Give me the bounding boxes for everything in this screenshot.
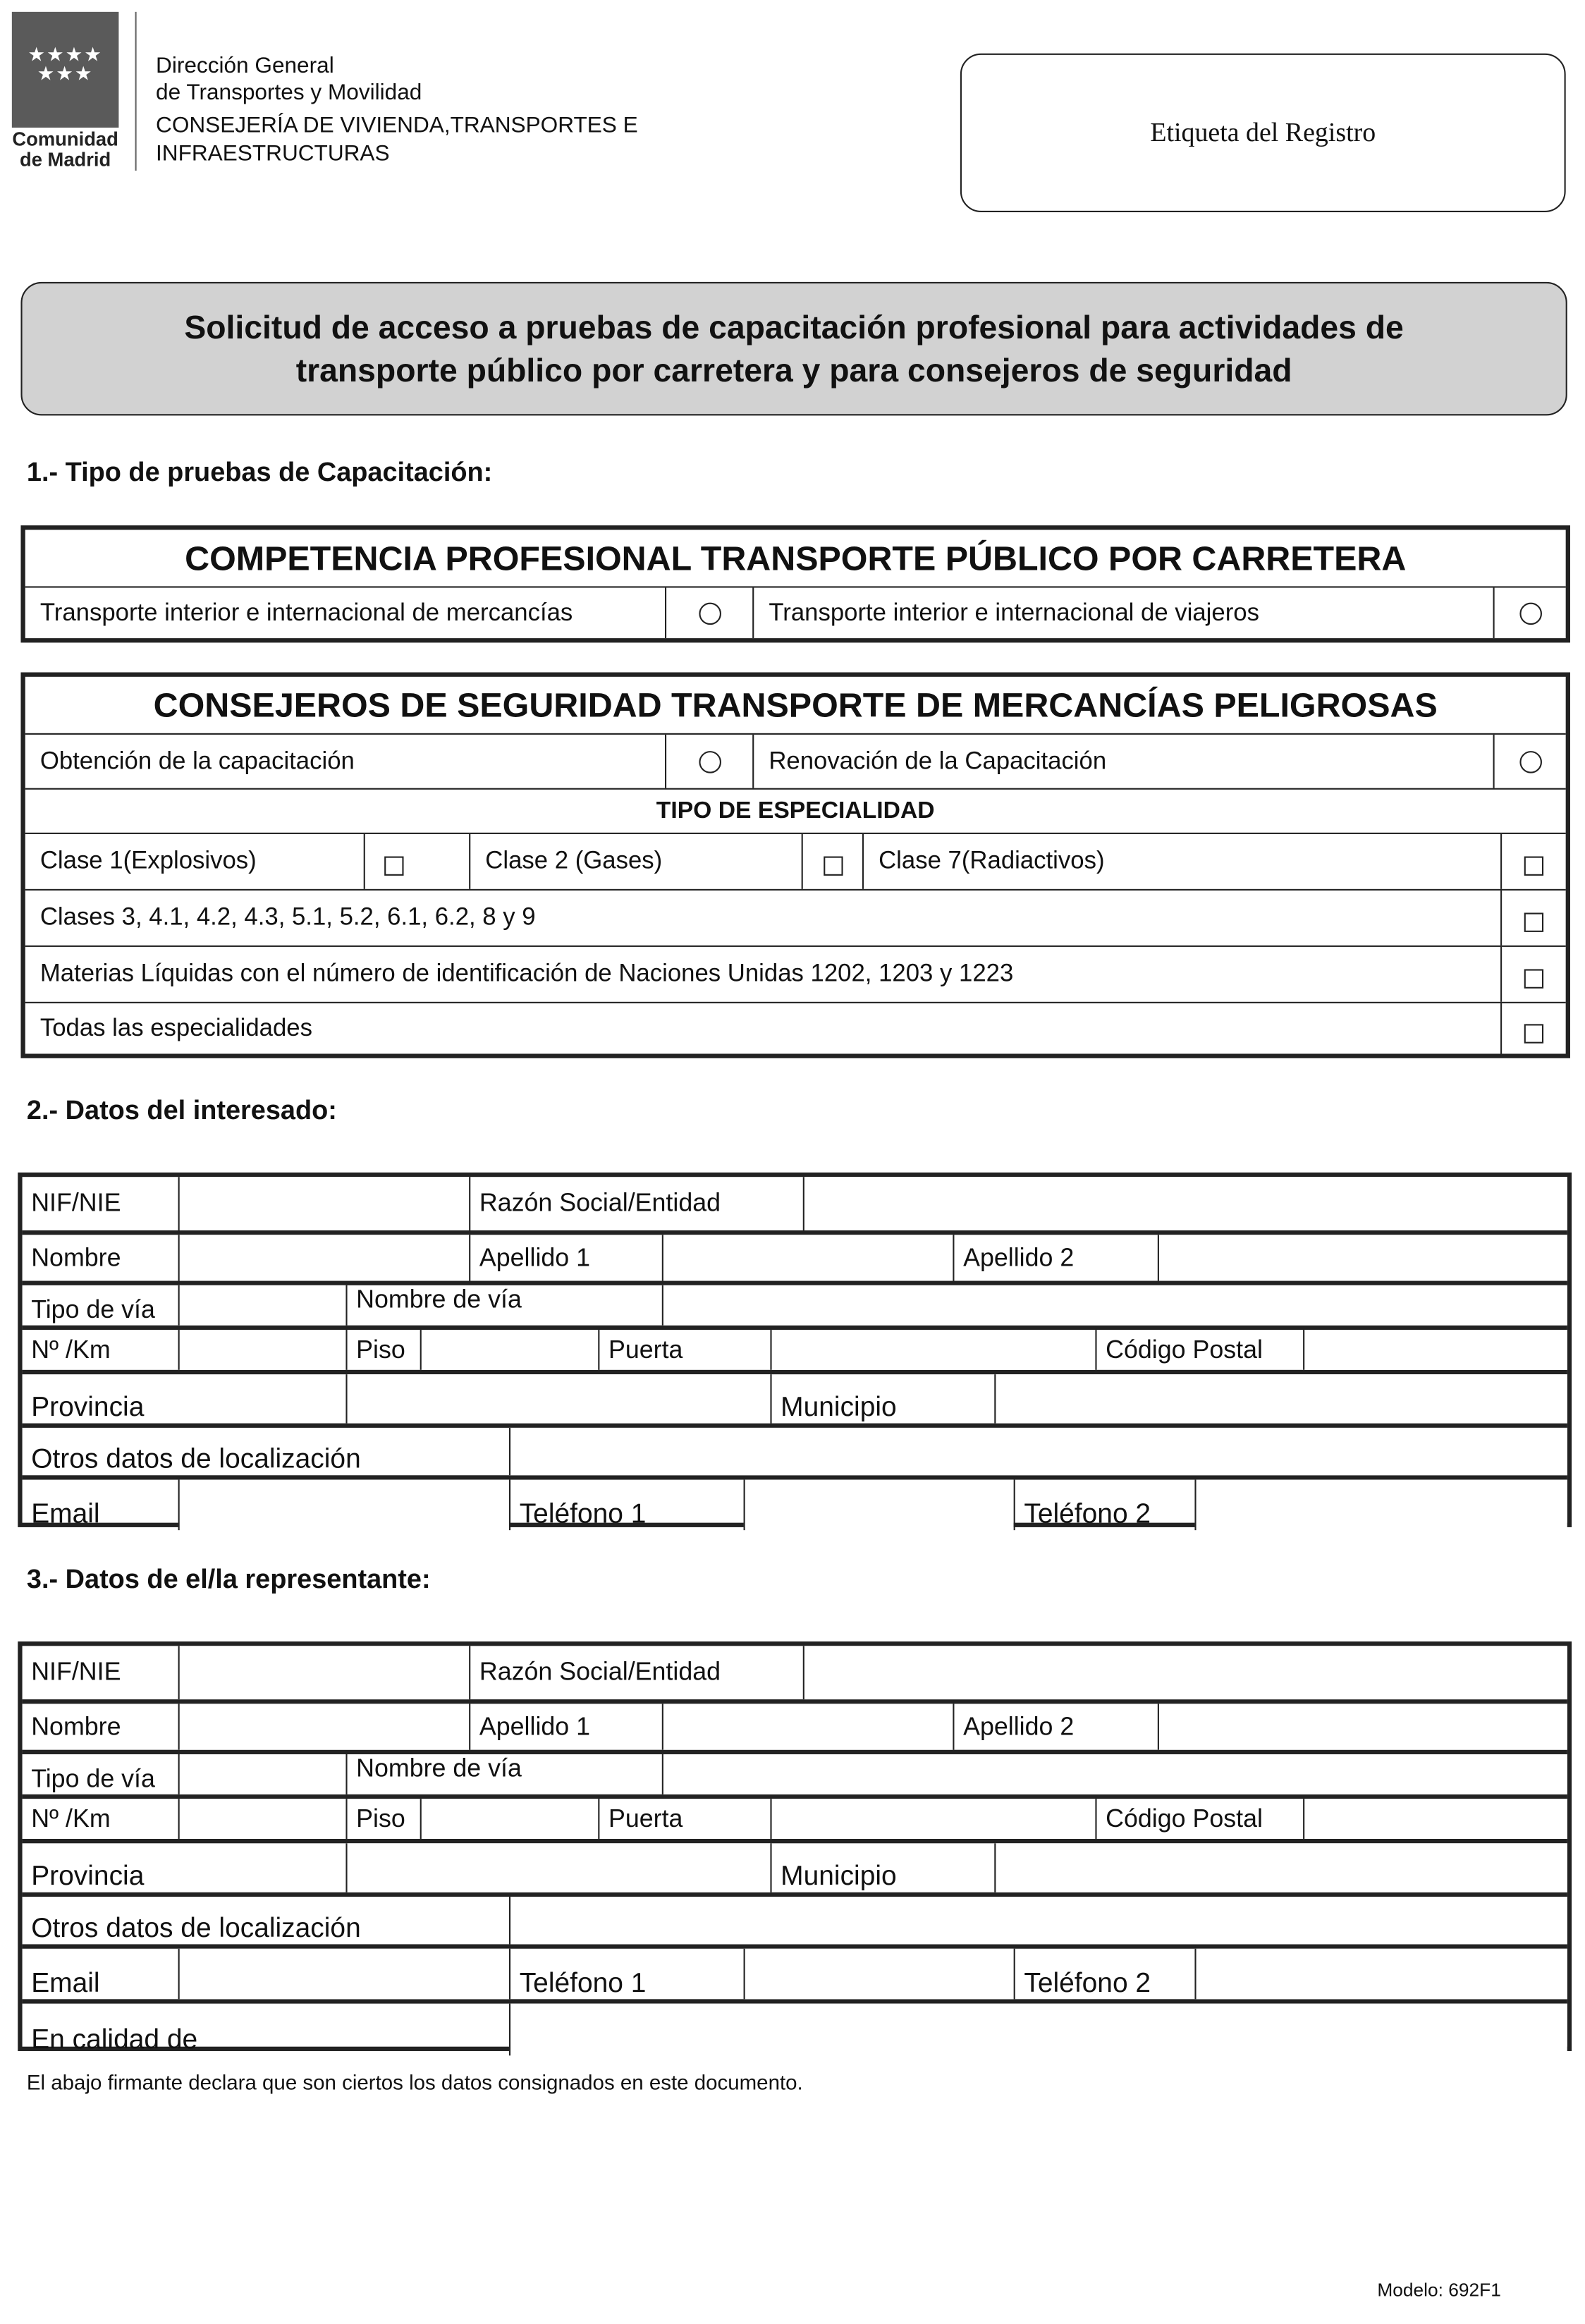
checkbox-icon[interactable] (384, 857, 403, 876)
field-label: Nombre de vía (345, 1285, 661, 1326)
apellido-1-input[interactable] (662, 1704, 953, 1749)
tel-fono-2-input[interactable] (1194, 1480, 1567, 1531)
field-label: Provincia (31, 1859, 145, 1891)
field-label: Municipio (770, 1843, 994, 1892)
radio-icon[interactable] (698, 750, 721, 773)
field-label: Puerta (598, 1799, 770, 1839)
field-label: Tipo de vía (31, 1295, 155, 1324)
header-line-4: INFRAESTRUCTURAS (156, 140, 390, 166)
option-mercancias-label: Transporte interior e internacional de mercancías (39, 599, 573, 626)
form-row (23, 1326, 1567, 1370)
form-row (23, 1750, 1567, 1794)
field-label: Otros datos de localización (31, 1912, 361, 1943)
form-row (23, 1177, 1567, 1230)
nif-nie-input[interactable] (178, 1646, 470, 1699)
field-label: Nombre de vía (345, 1754, 661, 1794)
option-obtencion-label: Obtención de la capacitación (39, 747, 355, 774)
piso-input[interactable] (420, 1330, 599, 1370)
field-label: Nombre (31, 1242, 121, 1271)
form-row (23, 1699, 1567, 1750)
checkbox-icon[interactable] (1524, 969, 1543, 988)
raz-n-social-entidad-input[interactable] (803, 1177, 1567, 1230)
clase1-label: Clase 1(Explosivos) (39, 847, 257, 874)
consejeros-header: CONSEJEROS DE SEGURIDAD TRANSPORTE DE MERCANCÍAS PELIGROSAS (153, 685, 1438, 724)
raz-n-social-entidad-input[interactable] (803, 1646, 1567, 1699)
field-label: Email (31, 1497, 100, 1529)
clases-varias-label: Clases 3, 4.1, 4.2, 4.3, 5.1, 5.2, 6.1, 6.2, 8 y 9 (39, 903, 536, 931)
field-label: Email (31, 1966, 100, 1998)
field-label: Código Postal (1095, 1799, 1303, 1839)
n-km-input[interactable] (178, 1799, 346, 1839)
municipio-input[interactable] (994, 1374, 1567, 1423)
c-digo-postal-input[interactable] (1303, 1799, 1567, 1839)
provincia-input[interactable] (345, 1843, 770, 1892)
registry-label-box (960, 54, 1566, 212)
field-label: Código Postal (1095, 1330, 1303, 1370)
field-label: Teléfono 2 (1014, 1949, 1195, 2000)
competencia-header: COMPETENCIA PROFESIONAL TRANSPORTE PÚBLICO POR CARRETERA (185, 538, 1407, 577)
clase2-label: Clase 2 (Gases) (469, 834, 801, 889)
nif-nie-input[interactable] (178, 1177, 470, 1230)
representante-table (18, 1641, 1572, 2055)
nombre-input[interactable] (178, 1704, 470, 1749)
otros-datos-de-localizaci-n-input[interactable] (509, 1428, 1567, 1475)
especialidad-header: TIPO DE ESPECIALIDAD (656, 797, 935, 824)
field-label: Piso (345, 1799, 420, 1839)
n-km-input[interactable] (178, 1330, 346, 1370)
materias-label: Materias Líquidas con el número de identificación de Naciones Unidas 1202, 1203 y 1223 (39, 960, 1014, 987)
field-label: NIF/NIE (31, 1658, 121, 1687)
checkbox-icon[interactable] (823, 857, 842, 876)
field-label: Teléfono 2 (1014, 1480, 1195, 1531)
field-label: En calidad de (31, 2022, 198, 2055)
radio-icon[interactable] (1519, 750, 1541, 773)
clase7-checkbox[interactable] (1500, 834, 1566, 889)
clase7-label: Clase 7(Radiactivos) (862, 834, 1500, 889)
form-row (23, 1892, 1567, 1945)
form-row (23, 1424, 1567, 1476)
option-mercancias-radio[interactable] (665, 588, 752, 639)
nombre-de-v-a-input[interactable] (662, 1285, 1567, 1326)
interesado-table (18, 1173, 1572, 1527)
provincia-input[interactable] (345, 1374, 770, 1423)
form-title-text: Solicitud de acceso a pruebas de capacitación profesional para actividades de transporte público por carretera y para consejeros de seguridad (184, 308, 1404, 389)
field-label: Teléfono 1 (509, 1949, 744, 2000)
form-row (23, 1370, 1567, 1424)
logo-text: Comunidad de Madrid (12, 128, 118, 171)
option-renovacion-radio[interactable] (1493, 735, 1566, 788)
puerta-input[interactable] (770, 1799, 1095, 1839)
radio-icon[interactable] (698, 602, 721, 625)
clase1-checkbox[interactable] (364, 834, 469, 889)
form-row (23, 1794, 1567, 1839)
header-line-1: Dirección General (156, 53, 334, 79)
option-viajeros-radio[interactable] (1493, 588, 1566, 639)
todas-checkbox[interactable] (1500, 1003, 1566, 1054)
field-label: Apellido 2 (953, 1704, 1157, 1749)
en-calidad-de-input[interactable] (509, 2004, 1567, 2056)
tel-fono-2-input[interactable] (1194, 1949, 1567, 2000)
checkbox-icon[interactable] (1524, 1023, 1543, 1042)
form-title (20, 282, 1567, 415)
field-label: Municipio (770, 1374, 994, 1423)
form-row (23, 1999, 1567, 2055)
field-label: Puerta (598, 1330, 770, 1370)
option-viajeros-label: Transporte interior e internacional de viajeros (752, 588, 1493, 639)
form-row (23, 1944, 1567, 1999)
field-label: Apellido 1 (469, 1704, 662, 1749)
field-label: Nº /Km (31, 1804, 111, 1833)
field-label: Apellido 1 (469, 1235, 662, 1280)
form-row (23, 1839, 1567, 1892)
checkbox-icon[interactable] (1524, 857, 1543, 876)
otros-datos-de-localizaci-n-input[interactable] (509, 1897, 1567, 1944)
todas-label: Todas las especialidades (39, 1014, 312, 1041)
registry-label: Etiqueta del Registro (1150, 117, 1376, 147)
field-label: Provincia (31, 1390, 145, 1422)
nombre-de-v-a-input[interactable] (662, 1754, 1567, 1794)
tel-fono-1-input[interactable] (744, 1480, 1014, 1531)
section2-heading: 2.- Datos del interesado: (26, 1095, 337, 1125)
competencia-table (20, 525, 1570, 642)
form-row (23, 1646, 1567, 1699)
section1-heading: 1.- Tipo de pruebas de Capacitación: (26, 457, 493, 487)
field-label: NIF/NIE (31, 1189, 121, 1218)
tipo-de-v-a-input[interactable] (178, 1285, 346, 1326)
tel-fono-1-input[interactable] (744, 1949, 1014, 2000)
option-obtencion-radio[interactable] (665, 735, 752, 788)
header-line-3: CONSEJERÍA DE VIVIENDA,TRANSPORTES E (156, 112, 638, 138)
email-input[interactable] (178, 1480, 509, 1531)
radio-icon[interactable] (1519, 602, 1541, 625)
email-input[interactable] (178, 1949, 509, 2000)
field-label: Razón Social/Entidad (469, 1646, 803, 1699)
field-label: Nombre (31, 1712, 121, 1740)
field-label: Otros datos de localización (31, 1442, 361, 1474)
model-code: Modelo: 692F1 (1377, 2280, 1501, 2301)
field-label: Piso (345, 1330, 420, 1370)
declaration-text: El abajo firmante declara que son ciertos los datos consignados en este documento. (26, 2070, 803, 2095)
section3-heading: 3.- Datos de el/la representante: (26, 1564, 431, 1594)
field-label: Apellido 2 (953, 1235, 1157, 1280)
field-label: Tipo de vía (31, 1764, 155, 1793)
clase2-checkbox[interactable] (802, 834, 862, 889)
option-renovacion-label: Renovación de la Capacitación (752, 735, 1493, 788)
apellido-1-input[interactable] (662, 1235, 953, 1280)
materias-checkbox[interactable] (1500, 947, 1566, 1002)
field-label: Razón Social/Entidad (469, 1177, 803, 1230)
stars-icon: ★★★★ ★★★ (27, 43, 103, 85)
form-row (23, 1281, 1567, 1326)
nombre-input[interactable] (178, 1235, 470, 1280)
header-line-2: de Transportes y Movilidad (156, 80, 422, 106)
field-label: Nº /Km (31, 1335, 111, 1364)
form-row (23, 1475, 1567, 1530)
apellido-2-input[interactable] (1158, 1235, 1567, 1280)
clases-varias-checkbox[interactable] (1500, 891, 1566, 946)
puerta-input[interactable] (770, 1330, 1095, 1370)
tipo-de-v-a-input[interactable] (178, 1754, 346, 1794)
apellido-2-input[interactable] (1158, 1704, 1567, 1749)
checkbox-icon[interactable] (1524, 913, 1543, 932)
header-divider (135, 12, 137, 171)
piso-input[interactable] (420, 1799, 599, 1839)
form-row (23, 1230, 1567, 1281)
c-digo-postal-input[interactable] (1303, 1330, 1567, 1370)
municipio-input[interactable] (994, 1843, 1567, 1892)
consejeros-table (20, 673, 1570, 1058)
field-label: Teléfono 1 (509, 1480, 744, 1531)
